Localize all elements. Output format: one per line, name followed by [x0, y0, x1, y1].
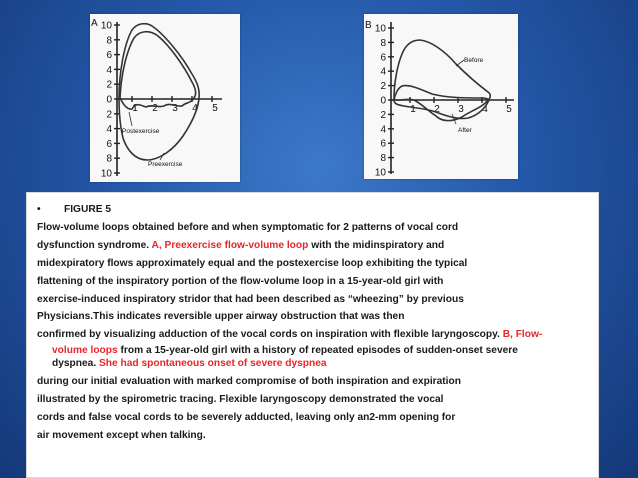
caption-line: flattening of the inspiratory portion of the flow-volume loop in a 15-year-old girl with: [37, 275, 444, 287]
caption-line: [37, 357, 595, 370]
caption-text: with the midinspiratory and: [308, 239, 445, 251]
figure-b-flow-volume-loop: [364, 14, 518, 179]
caption-highlight: She had spontaneous onset of severe dyspnea: [99, 358, 327, 370]
caption-highlight: A, Preexercise flow-volume loop: [151, 239, 309, 251]
y-tick-label: 4: [106, 64, 112, 76]
y-tick-label: 8: [380, 153, 386, 165]
y-tick-label: 2: [380, 109, 386, 121]
x-tick-label: 3: [172, 103, 178, 114]
y-tick-label: 0: [106, 94, 112, 106]
y-tick-label: 6: [106, 138, 112, 150]
y-tick-label: 2: [106, 79, 112, 91]
figure-b-after-loop: [394, 86, 489, 119]
caption-heading-line: [37, 201, 595, 219]
caption-text: confirmed by visualizing adduction of the vocal cords on inspiration with flexible laryngoscopy.: [37, 329, 503, 341]
x-tick-label: 5: [212, 103, 218, 114]
x-tick-label: 3: [458, 104, 464, 115]
y-tick-label: 4: [106, 124, 112, 136]
caption-line: [37, 326, 595, 344]
x-tick-label: 4: [192, 103, 198, 114]
y-tick-label: 8: [106, 153, 112, 165]
caption-line: illustrated by the spirometric tracing. Flexible laryngoscopy demonstrated the vocal: [37, 394, 444, 406]
y-tick-label: 8: [380, 37, 386, 49]
caption-line: [37, 237, 595, 255]
x-tick-label: 2: [152, 103, 158, 114]
y-tick-label: 8: [106, 35, 112, 47]
y-tick-label: 6: [380, 138, 386, 150]
y-tick-label: 0: [380, 95, 386, 107]
caption-heading: FIGURE 5: [64, 204, 111, 215]
y-tick-label: 2: [106, 109, 112, 121]
caption-line: [37, 344, 595, 357]
x-tick-label: 1: [410, 104, 416, 115]
y-tick-label: 6: [106, 50, 112, 62]
y-tick-label: 10: [100, 20, 112, 32]
y-tick-label: 2: [380, 81, 386, 93]
y-tick-label: 4: [380, 66, 386, 78]
figure-b-panel-label: B: [365, 20, 372, 31]
y-tick-label: 10: [374, 23, 386, 35]
caption-highlight: volume loops: [52, 345, 118, 357]
x-tick-label: 4: [482, 104, 488, 115]
x-tick-label: 5: [506, 104, 512, 115]
caption-line: during our initial evaluation with marked compromise of both inspiration and expiration: [37, 376, 461, 388]
figure-b-plot: [364, 14, 518, 179]
caption-line: Physicians.This indicates reversible upper airway obstruction that was then: [37, 311, 405, 323]
caption-line: exercise-induced inspiratory stridor that had been described as “wheezing” by previous: [37, 293, 464, 305]
figure-a-preexercise-label: Preexercise: [148, 161, 183, 168]
figure-a-postexercise-label: Postexercise: [122, 128, 160, 135]
figure-caption: [37, 201, 595, 445]
caption-text: dysfunction syndrome.: [37, 239, 152, 251]
caption-text: from a 15-year-old girl with a history of repeated episodes of sudden-onset severe: [117, 345, 518, 357]
figure-a-panel-label: A: [91, 18, 98, 29]
figure-a-flow-volume-loop: [90, 14, 240, 182]
x-tick-label: 1: [132, 103, 138, 114]
figure-b-before-loop: [394, 40, 490, 121]
caption-line: Flow-volume loops obtained before and when symptomatic for 2 patterns of vocal cord: [37, 221, 459, 233]
x-tick-label: 2: [434, 104, 440, 115]
caption-line: midexpiratory flows approximately equal and the postexercise loop exhibiting the typical: [37, 257, 468, 269]
figure-a-plot: [90, 14, 240, 182]
y-tick-label: 10: [100, 168, 112, 180]
caption-text: dyspnea.: [52, 358, 99, 370]
caption-panel: [26, 192, 599, 478]
y-tick-label: 10: [374, 167, 386, 179]
bullet-marker: •: [37, 204, 41, 215]
y-tick-label: 4: [380, 124, 386, 136]
caption-line: air movement except when talking.: [37, 429, 206, 441]
figure-b-before-label: Before: [464, 57, 484, 64]
caption-highlight: B, Flow-: [502, 329, 543, 341]
caption-line: cords and false vocal cords to be severely adducted, leaving only an2-mm opening for: [37, 412, 456, 424]
y-tick-label: 6: [380, 52, 386, 64]
figure-b-after-label: After: [458, 127, 472, 134]
